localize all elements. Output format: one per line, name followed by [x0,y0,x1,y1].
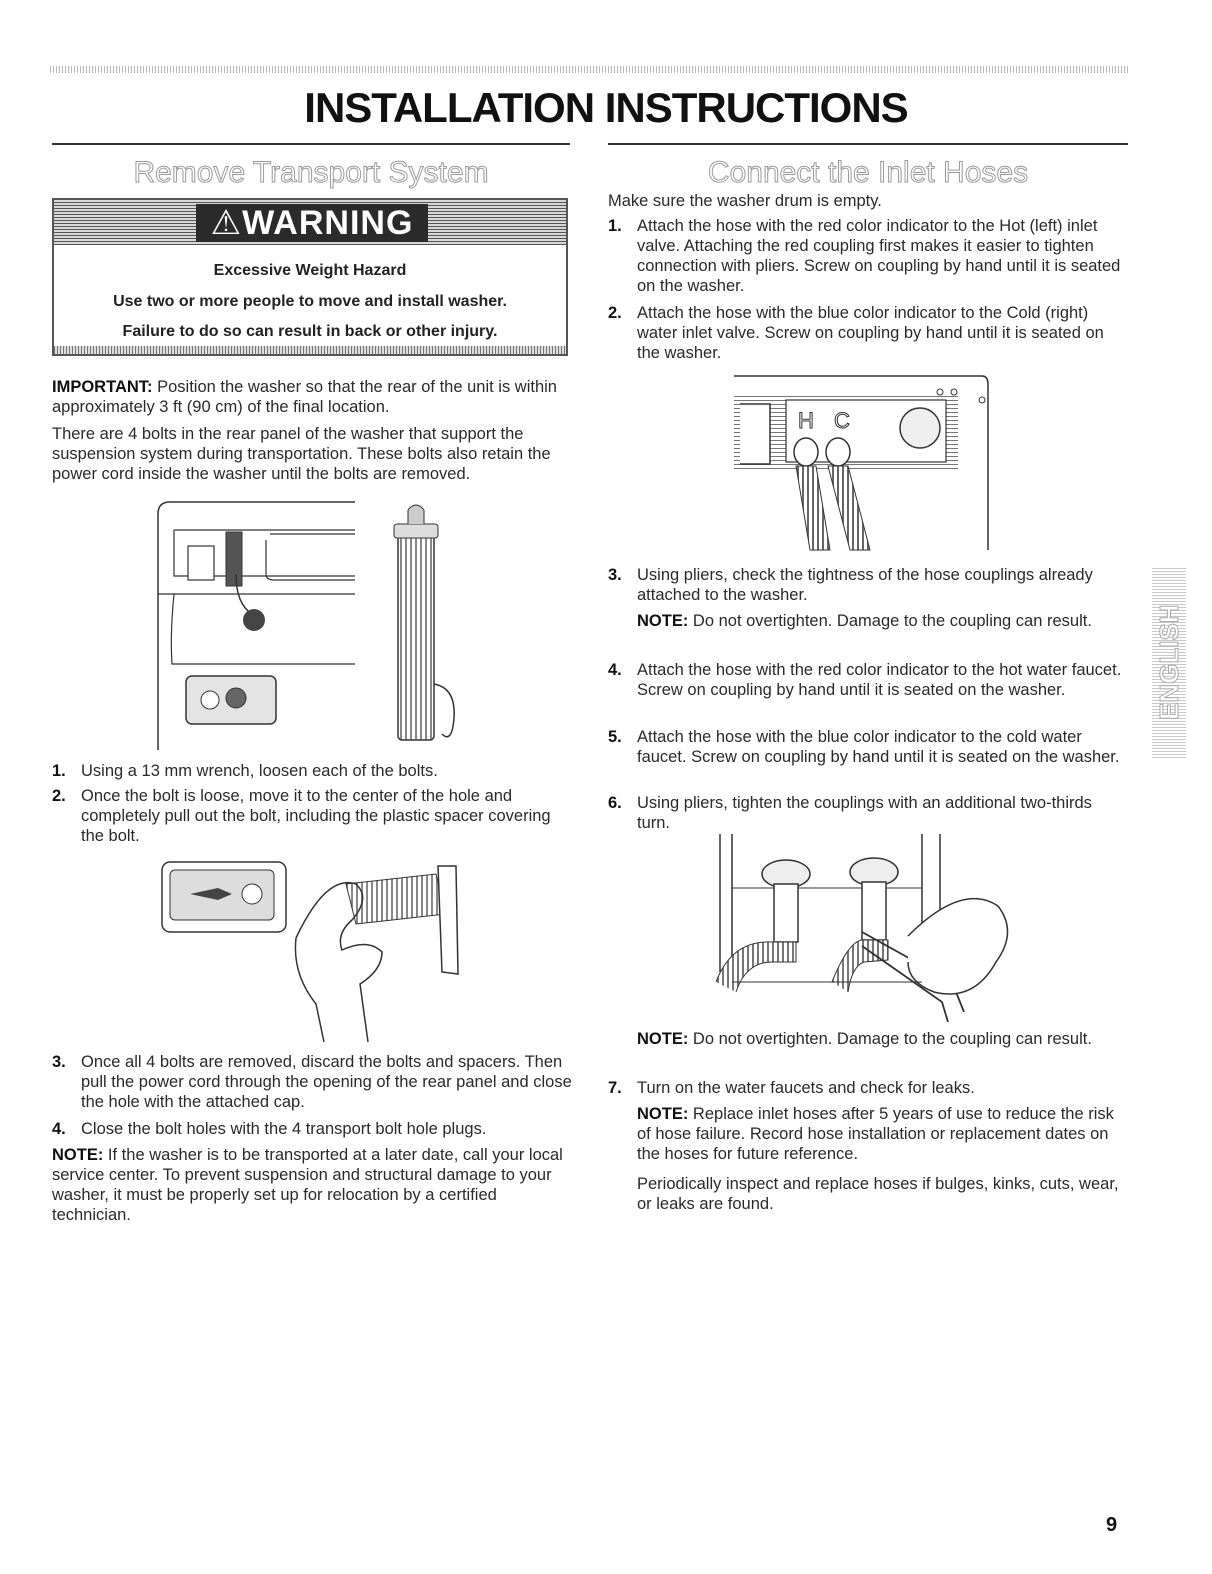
inlet-step-1 [608,216,1128,296]
step-number: 6. [608,794,622,812]
section-heading-inlet-hoses: Connect the Inlet Hoses [707,156,1029,189]
language-side-tab-label: ENGLISH [1154,604,1184,720]
note-text: Do not overtighten. Damage to the coupling can result. [688,612,1092,630]
step-text: Close the bolt holes with the 4 transport bolt hole plugs. [81,1120,487,1138]
note-label: NOTE: [52,1146,104,1164]
step-number: 1. [52,762,66,780]
step-number: 2. [608,304,622,322]
page-number: 9 [1106,1514,1118,1536]
faucet-pliers-illustration [712,832,1020,1022]
page-title: INSTALLATION INSTRUCTIONS [304,84,908,131]
step-text: Attach the hose with the red color indicator to the Hot (left) inlet valve. Attaching the red coupling first makes it easier to tighten connection with pliers. Screw on coupling by hand until it is seated on the washer. [637,217,1121,295]
transport-note [52,1145,572,1225]
inlet-note-1 [637,611,1117,631]
warning-bottom-band [54,346,566,354]
inlet-step-7 [608,1078,1128,1098]
important-label: IMPORTANT: [52,378,153,396]
step-text: Attach the hose with the blue color indicator to the Cold (right) water inlet valve. Screw on coupling by hand until it is seated on the washer. [637,304,1104,362]
note-label: NOTE: [637,1030,689,1048]
inlet-step-5 [608,727,1128,767]
bolt-removal-illustration [156,854,468,1042]
transport-step-4 [52,1119,572,1139]
step-text: Once all 4 bolts are removed, discard the bolts and spacers. Then pull the power cord through the opening of the rear panel and close the hole with the attached cap. [81,1053,572,1111]
hot-valve-label: H [798,408,814,433]
step-text: Turn on the water faucets and check for leaks. [637,1079,975,1097]
step-text: Using pliers, check the tightness of the hose couplings already attached to the washer. [637,566,1093,604]
note-text: If the washer is to be transported at a later date, call your local service center. To prevent suspension and structural damage to your washer, it must be properly set up for relocation by a certified technician. [52,1146,563,1224]
important-paragraph [52,377,572,417]
inlet-step-6 [608,793,1128,833]
note-text: Do not overtighten. Damage to the coupling can result. [688,1030,1092,1048]
step-text: Once the bolt is loose, move it to the center of the hole and completely pull out the bolt, including the plastic spacer covering the bolt. [81,787,551,845]
step-number: 2. [52,787,66,805]
cold-valve-label: C [834,408,850,433]
step-number: 5. [608,728,622,746]
step-text: Using pliers, tighten the couplings with an additional two-thirds turn. [637,794,1092,832]
note-label: NOTE: [637,1105,689,1123]
warning-label: ⚠WARNING [196,204,428,242]
transport-step-2 [52,786,572,846]
important-text: Position the washer so that the rear of the unit is within approximately 3 ft (90 cm) of the final location. [52,378,557,416]
right-column-rule [608,143,1128,145]
left-column-rule [52,143,570,145]
step-number: 1. [608,217,622,235]
transport-step-1 [52,761,572,781]
inlet-valves-illustration [732,372,994,552]
warning-line-1: Use two or more people to move and install washer. [113,293,507,310]
inlet-note-2 [637,1029,1117,1049]
rear-panel-bolt-illustration [150,494,480,750]
top-rule [50,66,1128,73]
step-number: 4. [52,1120,66,1138]
section-heading-transport: Remove Transport System [133,156,489,189]
step-text: Attach the hose with the blue color indicator to the cold water faucet. Screw on coupling by hand until it is seated on the washer. [637,728,1120,766]
step-number: 3. [52,1053,66,1071]
inlet-step-2 [608,303,1128,363]
inlet-step-3 [608,565,1128,605]
warning-box [52,198,568,356]
step-number: 7. [608,1079,622,1097]
step-number: 4. [608,661,622,679]
note-label: NOTE: [637,612,689,630]
inlet-intro: Make sure the washer drum is empty. [608,192,882,210]
transport-step-3 [52,1052,572,1112]
step-number: 3. [608,566,622,584]
step-text: Using a 13 mm wrench, loosen each of the bolts. [81,762,438,780]
step-text: Attach the hose with the red color indicator to the hot water faucet. Screw on coupling by hand until it is seated on the washer. [637,661,1122,699]
inlet-note-3 [637,1104,1123,1164]
note-text: Replace inlet hoses after 5 years of use to reduce the risk of hose failure. Record hose installation or replacement dates on the hoses for future reference. [637,1105,1114,1163]
warning-hazard: Excessive Weight Hazard [213,262,407,279]
warning-line-2: Failure to do so can result in back or other injury. [122,323,498,340]
inlet-step-4 [608,660,1128,700]
inlet-closing: Periodically inspect and replace hoses if bulges, kinks, cuts, wear, or leaks are found. [637,1175,1119,1213]
transport-intro: There are 4 bolts in the rear panel of the washer that support the suspension system during transportation. These bolts also retain the power cord inside the washer until the bolts are removed. [52,425,551,483]
